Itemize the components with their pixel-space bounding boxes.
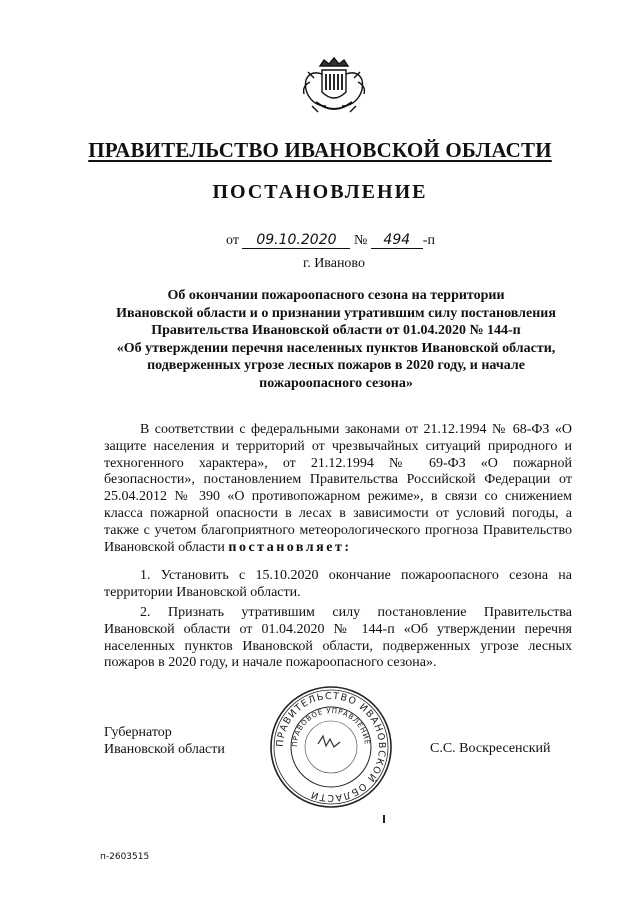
item-2: 2. Признать утратившим силу постановление Правительства Ивановской области от 01.04.2020 № 144-п «Об утверждении перечня населенных пунктов Ивановской области, подверженных угрозе лесных пожаров в 2020 году, и начале пожароопасного сезона». <box>104 605 572 671</box>
official-stamp <box>268 684 394 810</box>
title-line: подверженных угрозе лесных пожаров в 2020 году, и начале <box>147 358 525 373</box>
title-line: «Об утверждении перечня населенных пунктов Ивановской области, <box>116 340 556 356</box>
document-title <box>96 287 576 392</box>
title-line: Об окончании пожароопасного сезона на территории <box>167 288 505 303</box>
document-number-line <box>226 232 435 249</box>
title-line: Правительства Ивановской области от 01.04.2020 № 144-п <box>151 323 521 338</box>
decree-word: постановляет: <box>228 539 352 555</box>
signatory-position <box>104 724 225 758</box>
number-sign: № <box>353 233 368 248</box>
document-type: ПОСТАНОВЛЕНИЕ <box>212 181 428 203</box>
number-suffix: -п <box>422 233 435 248</box>
item-1: 1. Установить с 15.10.2020 окончание пожароопасного сезона на территории Ивановской области. <box>104 568 572 600</box>
scan-mark <box>383 815 385 823</box>
city: г. Иваново <box>303 256 365 271</box>
document-code: п-2603515 <box>100 852 150 862</box>
document-date: 09.10.2020 <box>242 232 350 249</box>
preamble-paragraph <box>104 422 572 556</box>
svg-text:ПРАВОВОЕ УПРАВЛЕНИЕ: ПРАВОВОЕ УПРАВЛЕНИЕ <box>290 706 372 748</box>
coat-of-arms-icon <box>296 56 372 118</box>
title-line: пожароопасного сезона» <box>259 375 413 391</box>
svg-text:ПРАВИТЕЛЬСТВО ИВАНОВСКОЙ ОБЛАС: ПРАВИТЕЛЬСТВО ИВАНОВСКОЙ ОБЛАСТИ <box>274 690 388 804</box>
date-prefix: от <box>226 233 239 248</box>
signatory-name: С.С. Воскресенский <box>430 741 551 756</box>
organization-title: ПРАВИТЕЛЬСТВО ИВАНОВСКОЙ ОБЛАСТИ <box>88 138 552 162</box>
position-line: Губернатор <box>104 725 172 740</box>
document-number: 494 <box>371 232 423 249</box>
title-line: Ивановской области и о признании утратившим силу постановления <box>116 305 556 321</box>
preamble-text: В соответствии с федеральными законами от 21.12.1994 № 68-ФЗ «О защите населения и территорий от чрезвычайных ситуаций природного и техногенного характера», от 21.12.1994 № 69-ФЗ «О пожарной безопасности», постановлением Правительства Российской Федерации от 25.04.2012 № 390 «О противопожарном режиме», в связи со снижением класса пожарной опасности в лесах в зависимости от условий погоды, а также с учетом благоприятного метеорологического прогноза Правительство Ивановской области <box>104 422 572 555</box>
position-line: Ивановской области <box>104 742 225 757</box>
